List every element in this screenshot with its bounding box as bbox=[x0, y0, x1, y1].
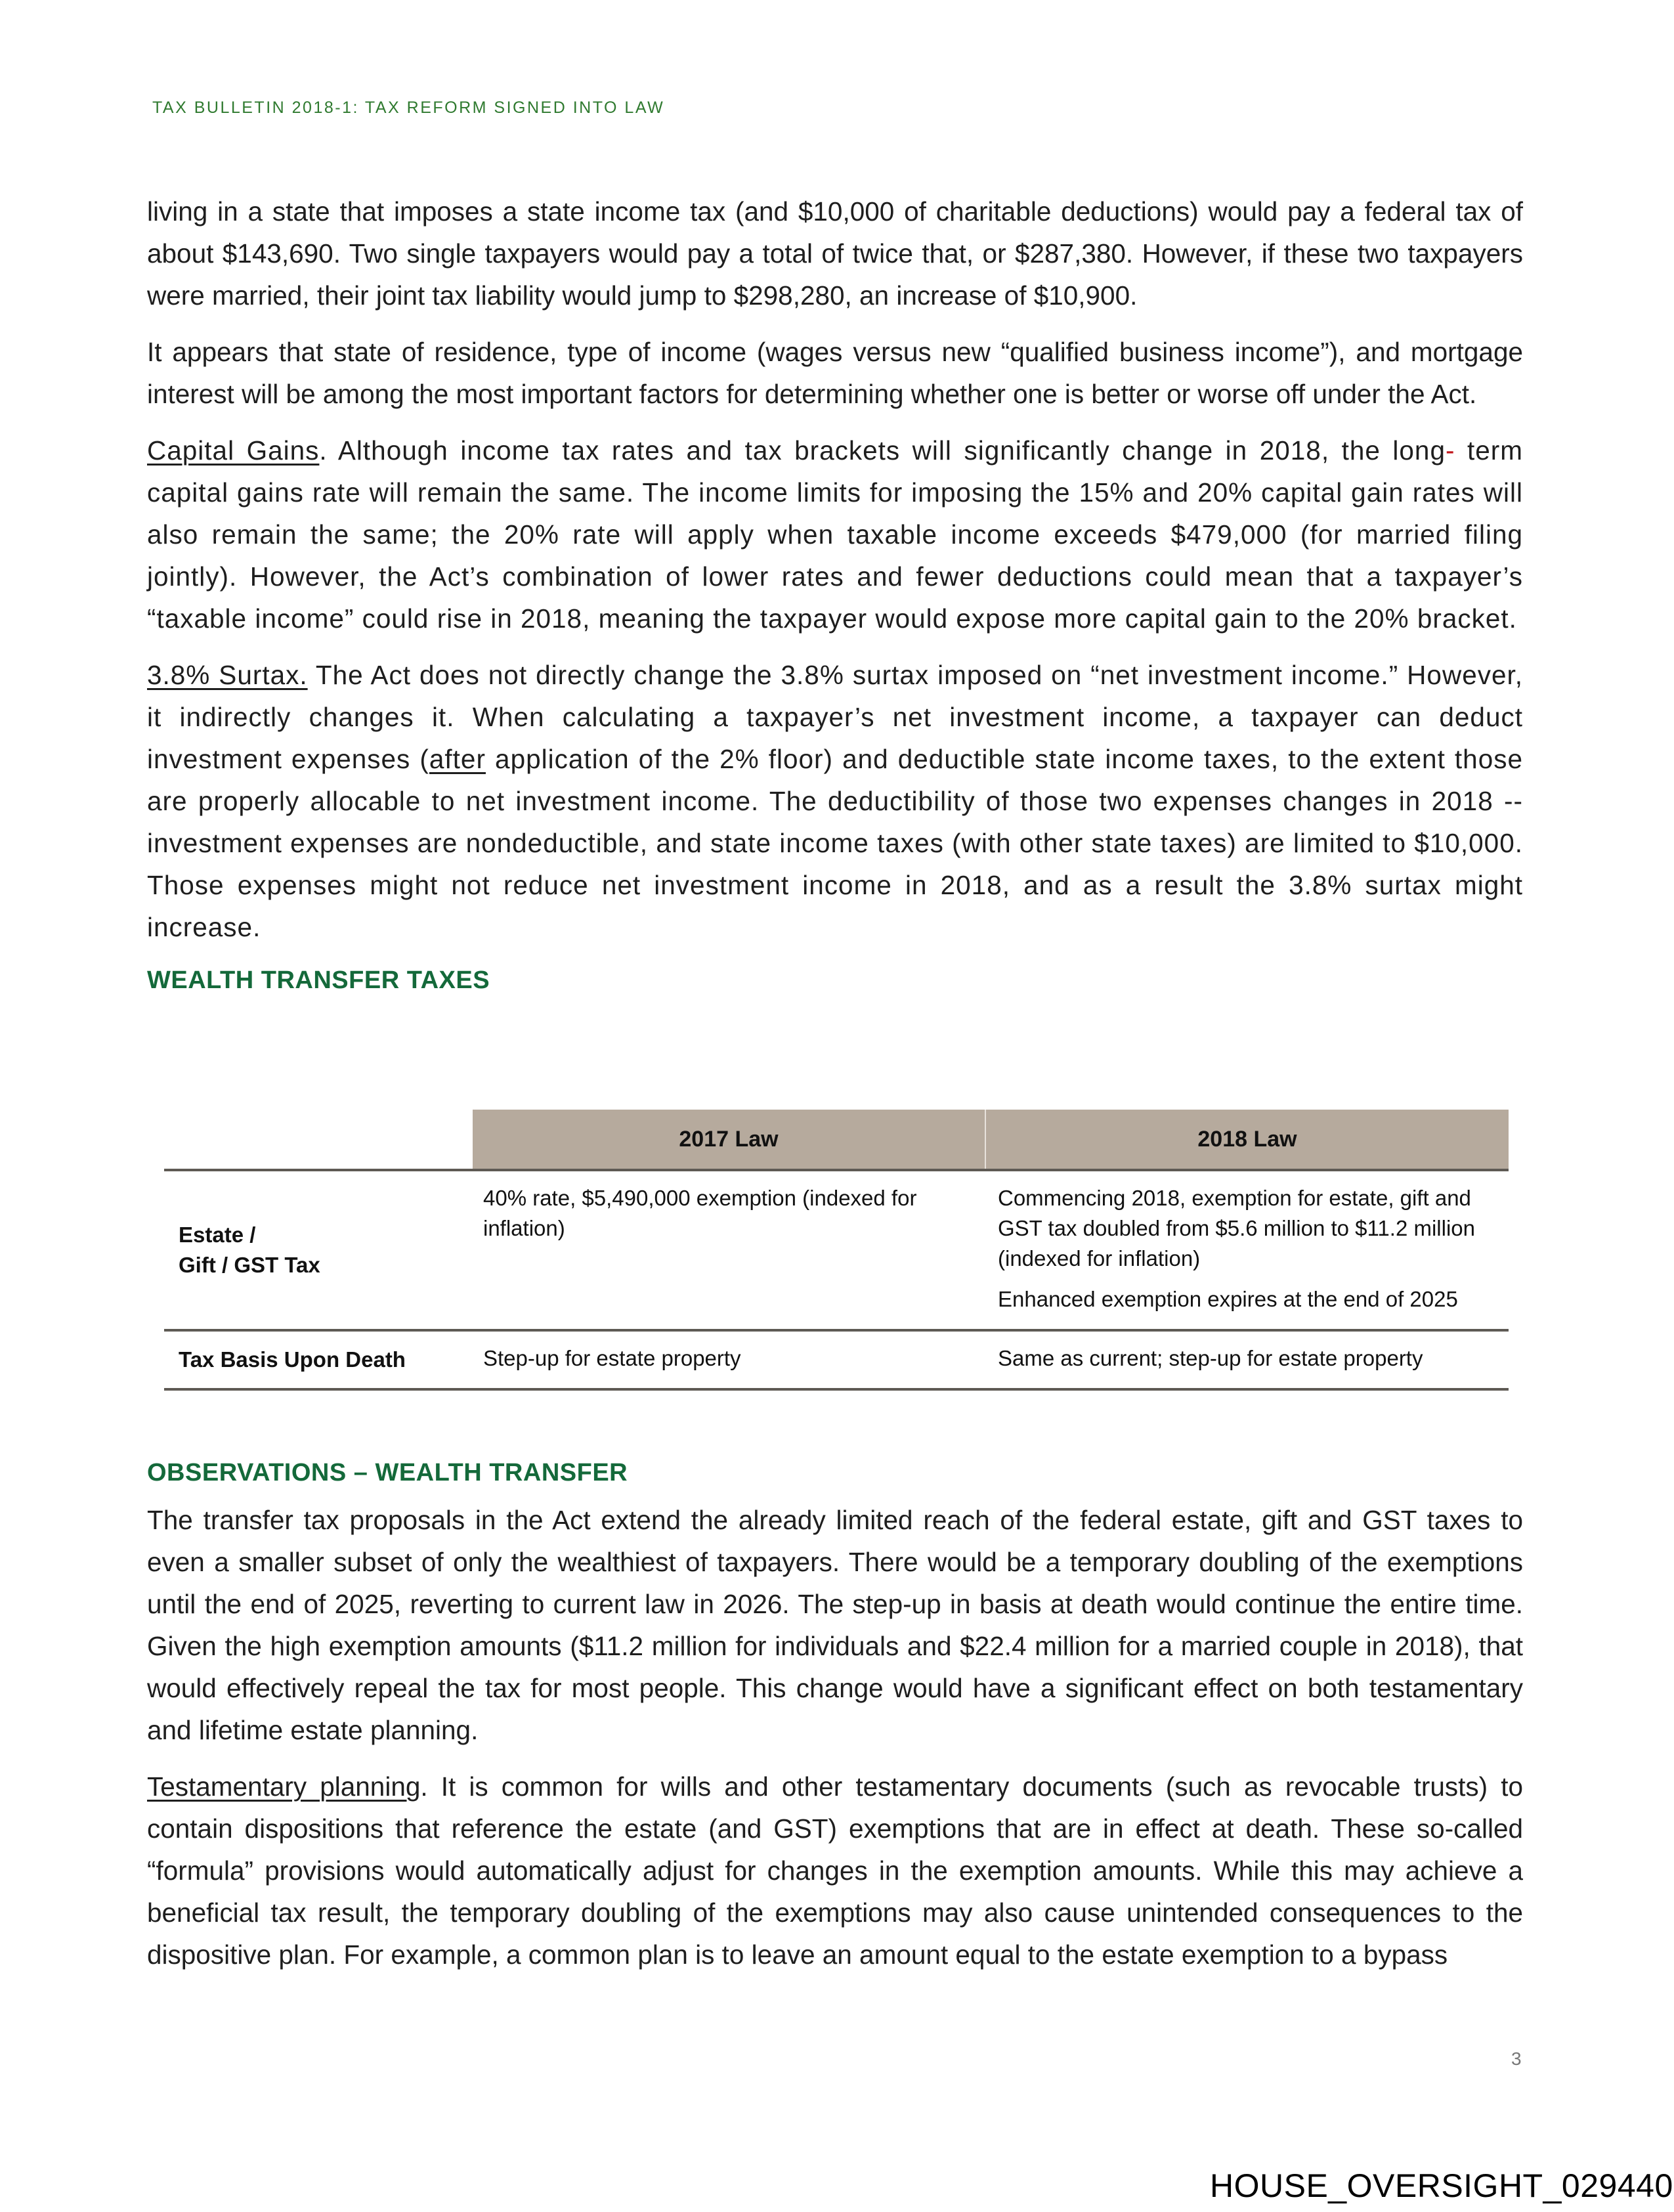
wealth-transfer-heading: WEALTH TRANSFER TAXES bbox=[147, 966, 490, 994]
row-label-line1: Estate / bbox=[179, 1223, 256, 1247]
observations-heading: OBSERVATIONS – WEALTH TRANSFER bbox=[147, 1459, 628, 1486]
table-row bbox=[164, 1332, 1509, 1391]
running-header: TAX BULLETIN 2018-1: TAX REFORM SIGNED INTO LAW bbox=[152, 98, 665, 117]
paragraph-factors: It appears that state of residence, type of income (wages versus new “qualified business income”), and mortgage interest will be among the most important factors for determining whether one is better or worse off under the Act. bbox=[147, 337, 1523, 409]
bates-number: HOUSE_OVERSIGHT_029440 bbox=[1210, 2167, 1673, 2204]
surtax-emphasis-after: after bbox=[429, 744, 486, 774]
table-header-blank bbox=[164, 1110, 473, 1169]
capital-gains-text-a: . Although income tax rates and tax brackets will significantly change in 2018, the long bbox=[319, 435, 1446, 466]
testamentary-heading: Testamentary planning bbox=[147, 1771, 421, 1802]
paragraph-tax-example: living in a state that imposes a state income tax (and $10,000 of charitable deductions) would pay a federal tax of about $143,690. Two single taxpayers would pay a total of twice that, or $287,380. However, if these two taxpayers were married, their joint tax liability would jump to $298,280, an increase of $10,900. bbox=[147, 196, 1523, 311]
surtax-text-a: The Act does not directly change the 3.8% surtax imposed on “net investment income.” However, it indirectly changes it. When calculating a taxpayer’s net investment income, a taxpayer can deduct investment expenses ( bbox=[147, 660, 1523, 774]
red-hyphen: - bbox=[1445, 435, 1455, 466]
paragraph-capital-gains bbox=[147, 429, 1523, 640]
table-row bbox=[164, 1171, 1509, 1332]
wealth-transfer-table bbox=[164, 1110, 1509, 1391]
row-label bbox=[164, 1171, 473, 1329]
capital-gains-heading: Capital Gains bbox=[147, 435, 320, 466]
table-header-2017: 2017 Law bbox=[473, 1110, 986, 1169]
cell-2018-law: Same as current; step-up for estate property bbox=[998, 1346, 1423, 1370]
table-header-row bbox=[164, 1110, 1509, 1171]
paragraph-testamentary bbox=[147, 1766, 1523, 1976]
observations-section bbox=[147, 1459, 1523, 1990]
cell-2017-law: Step-up for estate property bbox=[483, 1346, 741, 1370]
page-number: 3 bbox=[1511, 2049, 1522, 2069]
table-header-2018: 2018 Law bbox=[986, 1110, 1509, 1169]
cell-2017-law: 40% rate, $5,490,000 exemption (indexed for inflation) bbox=[483, 1186, 917, 1240]
cell-2018-law-note: Enhanced exemption expires at the end of 2025 bbox=[998, 1287, 1458, 1311]
body-content bbox=[147, 190, 1523, 995]
testamentary-text: . It is common for wills and other testamentary documents (such as revocable trusts) to contain dispositions that reference the estate (and GST) exemptions that are in effect at death. These so-called “formula” provisions would automatically adjust for changes in the exemption amounts. While this may achieve a beneficial tax result, the temporary doubling of the exemptions may also cause unintended consequences to the dispositive plan. For example, a common plan is to leave an amount equal to the estate exemption to a bypass bbox=[147, 1771, 1523, 1970]
row-label: Tax Basis Upon Death bbox=[179, 1347, 406, 1372]
row-label-line2: Gift / GST Tax bbox=[179, 1253, 320, 1277]
paragraph-surtax bbox=[147, 654, 1523, 948]
paragraph-observations: The transfer tax proposals in the Act extend the already limited reach of the federal estate, gift and GST taxes to even a smaller subset of only the wealthiest of taxpayers. There would be a temporary doubling of the exemptions until the end of 2025, reverting to current law in 2026. The step-up in basis at death would continue the entire time. Given the high exemption amounts ($11.2 million for individuals and $22.4 million for a married couple in 2018), that would effectively repeal the tax for most people. This change would have a significant effect on both testamentary and lifetime estate planning. bbox=[147, 1505, 1523, 1745]
cell-2018-law-text: Commencing 2018, exemption for estate, gift and GST tax doubled from $5.6 million to $11.2 million (indexed for inflation) bbox=[998, 1186, 1475, 1270]
capital-gains-text-b: term capital gains rate will remain the same. The income limits for imposing the 15% and 20% capital gain rates will also remain the same; the 20% rate will apply when taxable income exceeds $479,000 (for married filing jointly). However, the Act’s combination of lower rates and fewer deductions could mean that a taxpayer’s “taxable income” could rise in 2018, meaning the taxpayer would expose more capital gain to the 20% bracket. bbox=[147, 435, 1523, 634]
surtax-text-b: application of the 2% floor) and deductible state income taxes, to the extent those are properly allocable to net investment income. The deductibility of those two expenses changes in 2018 -- investment expenses are nondeductible, and state income taxes (with other state taxes) are limited to $10,000. Those expenses might not reduce net investment income in 2018, and as a result the 3.8% surtax might increase. bbox=[147, 744, 1523, 942]
surtax-heading: 3.8% Surtax. bbox=[147, 660, 308, 690]
cell-2018-law bbox=[985, 1171, 1507, 1329]
